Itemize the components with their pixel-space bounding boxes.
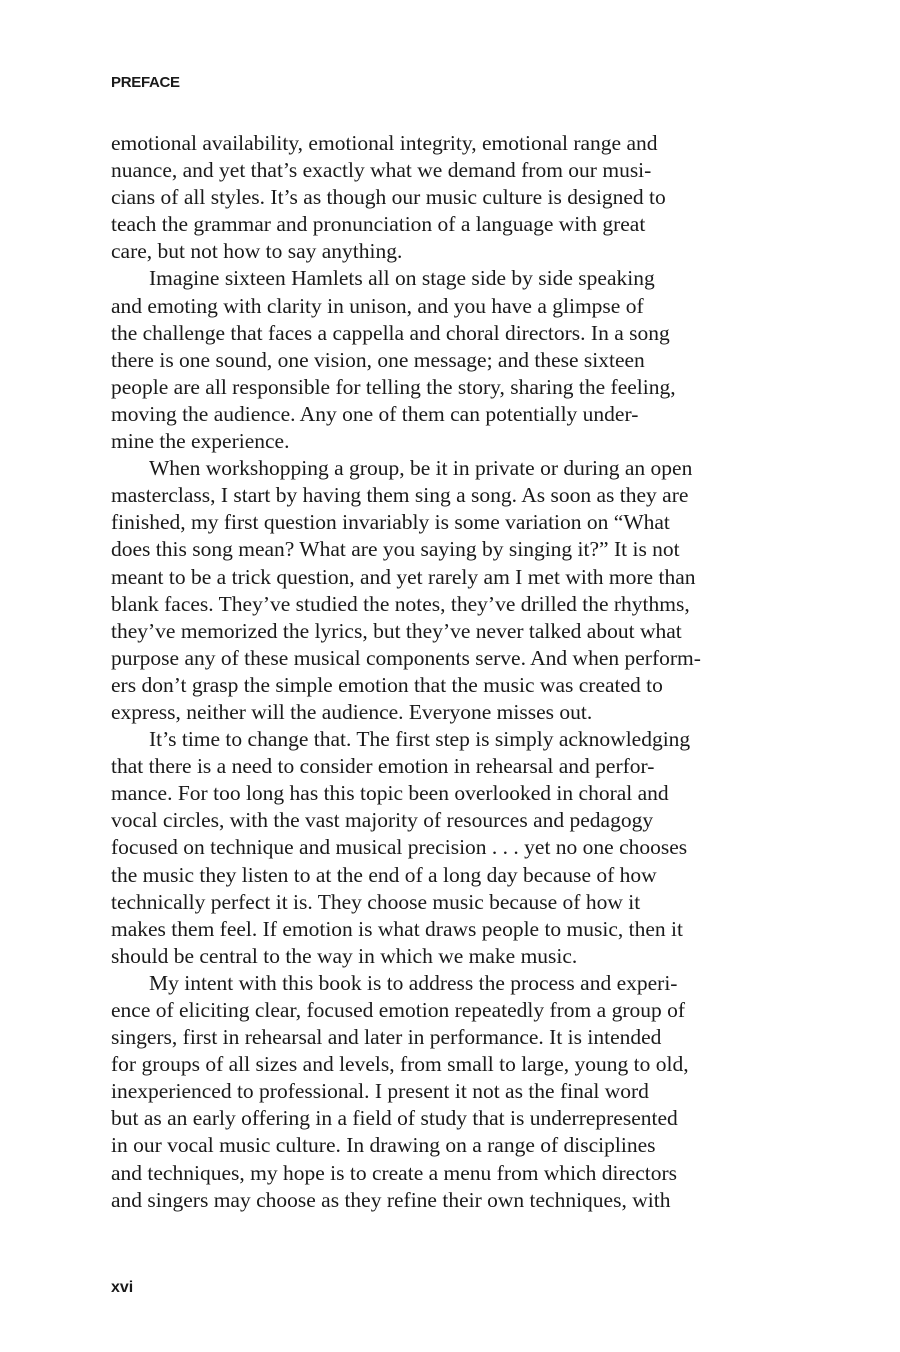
text-line: and techniques, my hope is to create a menu from which directors — [111, 1160, 677, 1185]
text-line: ers don’t grasp the simple emotion that the music was created to — [111, 672, 663, 697]
text-line: should be central to the way in which we make music. — [111, 943, 578, 968]
text-line: care, but not how to say anything. — [111, 239, 403, 264]
text-line: but as an early offering in a field of study that is underrepresented — [111, 1106, 678, 1131]
text-line: in our vocal music culture. In drawing on a range of disciplines — [111, 1133, 656, 1158]
text-line: focused on technique and musical precision . . . yet no one chooses — [111, 835, 688, 860]
body-text — [111, 130, 771, 1214]
text-line: ence of eliciting clear, focused emotion repeatedly from a group of — [111, 998, 686, 1022]
text-line: nuance, and yet that’s exactly what we demand from our musi- — [111, 158, 652, 183]
text-line: emotional availability, emotional integrity, emotional range and — [111, 131, 658, 155]
text-line: inexperienced to professional. I present it not as the final word — [111, 1079, 649, 1104]
text-line: vocal circles, with the vast majority of resources and pedagogy — [111, 808, 654, 833]
text-line: cians of all styles. It’s as though our music culture is designed to — [111, 185, 666, 210]
text-line: and singers may choose as they refine their own techniques, with — [111, 1187, 671, 1212]
text-line: singers, first in rehearsal and later in performance. It is intended — [111, 1025, 662, 1050]
text-line: that there is a need to consider emotion in rehearsal and perfor- — [111, 754, 655, 779]
running-head: PREFACE — [111, 74, 180, 91]
text-line: there is one sound, one vision, one message; and these sixteen — [111, 347, 645, 372]
text-line: express, neither will the audience. Everyone misses out. — [111, 699, 593, 724]
text-line: mine the experience. — [111, 429, 290, 454]
paragraph-first-line: Imagine sixteen Hamlets all on stage side by side speaking — [149, 266, 655, 291]
text-line: blank faces. They’ve studied the notes, they’ve drilled the rhythms, — [111, 591, 690, 616]
text-line: the challenge that faces a cappella and choral directors. In a song — [111, 320, 670, 345]
page-number: xvi — [111, 1279, 134, 1296]
paragraph-first-line: It’s time to change that. The first step is simply acknowledging — [149, 727, 691, 752]
text-line: technically perfect it is. They choose music because of how it — [111, 889, 641, 914]
text-line: the music they listen to at the end of a long day because of how — [111, 862, 657, 887]
text-line: people are all responsible for telling the story, sharing the feeling, — [111, 374, 676, 399]
paragraph-first-line: When workshopping a group, be it in private or during an open — [149, 456, 693, 481]
text-line: moving the audience. Any one of them can potentially under- — [111, 401, 639, 426]
text-line: they’ve memorized the lyrics, but they’ve never talked about what — [111, 618, 682, 643]
text-line: mance. For too long has this topic been overlooked in choral and — [111, 781, 669, 806]
text-line: does this song mean? What are you saying by singing it?” It is not — [111, 537, 680, 562]
text-line: masterclass, I start by having them sing a song. As soon as they are — [111, 483, 689, 508]
text-line: makes them feel. If emotion is what draws people to music, then it — [111, 916, 683, 941]
text-line: teach the grammar and pronunciation of a language with great — [111, 212, 646, 237]
text-line: meant to be a trick question, and yet rarely am I met with more than — [111, 564, 696, 589]
text-line: finished, my first question invariably is some variation on “What — [111, 510, 670, 535]
text-line: for groups of all sizes and levels, from small to large, young to old, — [111, 1052, 689, 1077]
text-line: and emoting with clarity in unison, and you have a glimpse of — [111, 293, 644, 318]
paragraph-first-line: My intent with this book is to address the process and experi- — [149, 970, 678, 995]
text-line: purpose any of these musical components serve. And when perform- — [111, 645, 701, 670]
